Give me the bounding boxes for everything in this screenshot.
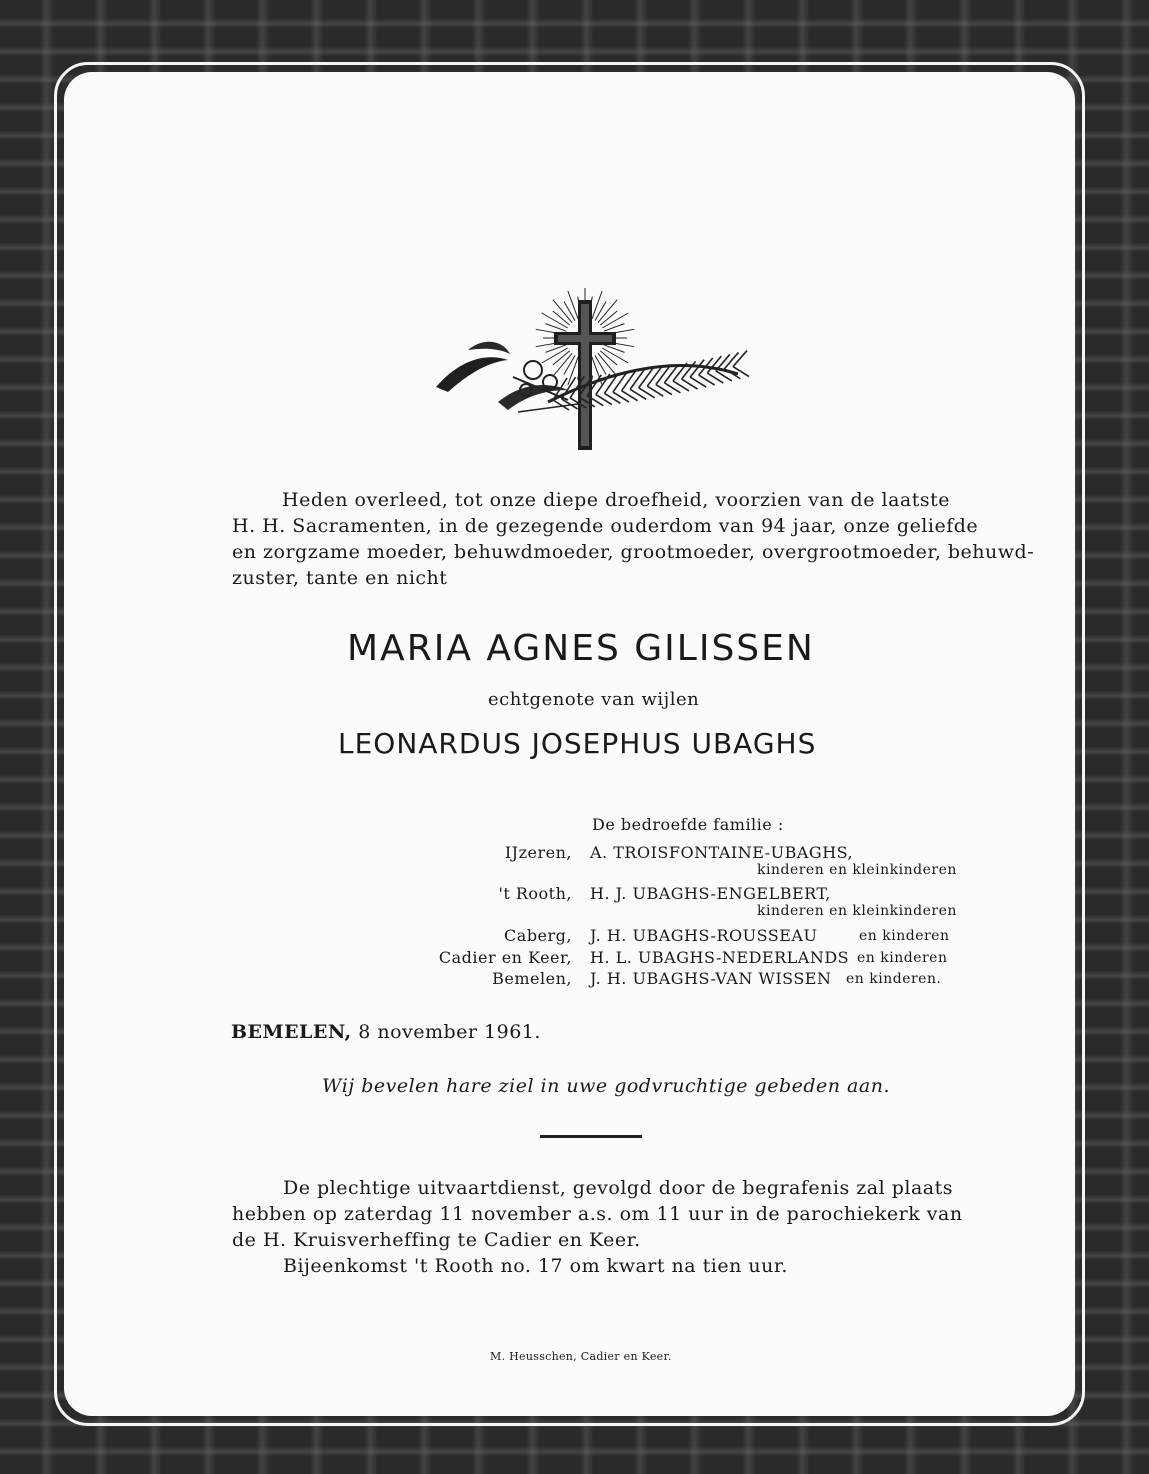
service-line-2: hebben op zaterdag 11 november a.s. om 11 uur in de parochiekerk van <box>232 1203 963 1225</box>
intro-line-3: en zorgzame moeder, behuwdmoeder, grootmoeder, overgrootmoeder, behuwd- <box>232 541 1035 563</box>
spouse-relation: echtgenote van wijlen <box>488 689 700 710</box>
family-suffix: en kinderen. <box>846 971 942 987</box>
place-name: BEMELEN, <box>231 1021 352 1043</box>
deceased-name: MARIA AGNES GILISSEN <box>347 628 815 669</box>
death-date: 8 november 1961. <box>358 1021 541 1043</box>
place-date <box>231 1021 541 1043</box>
family-place: Bemelen, <box>492 969 572 988</box>
cross-with-palm-and-lilies-icon <box>428 282 752 454</box>
family-place: IJzeren, <box>504 843 572 862</box>
family-heading: De bedroefde familie : <box>592 815 784 834</box>
family-name: J. H. UBAGHS-VAN WISSEN <box>590 969 832 988</box>
printer-credit: M. Heusschen, Cadier en Keer. <box>490 1350 672 1363</box>
spouse-name: LEONARDUS JOSEPHUS UBAGHS <box>338 727 817 760</box>
family-name: H. L. UBAGHS-NEDERLANDS <box>590 948 850 967</box>
prayer-line: Wij bevelen hare ziel in uwe godvruchtige gebeden aan. <box>322 1075 890 1097</box>
family-place: Caberg, <box>504 926 572 945</box>
family-suffix: en kinderen <box>859 928 950 944</box>
family-name: H. J. UBAGHS-ENGELBERT, <box>590 884 831 903</box>
family-place: Cadier en Keer, <box>438 948 572 967</box>
family-name: J. H. UBAGHS-ROUSSEAU <box>590 926 818 945</box>
family-name: A. TROISFONTAINE-UBAGHS, <box>590 843 854 862</box>
intro-line-4: zuster, tante en nicht <box>232 567 448 589</box>
intro-line-1: Heden overleed, tot onze diepe droefheid, voorzien van de laatste <box>282 489 950 511</box>
family-place: 't Rooth, <box>498 884 572 903</box>
family-suffix: en kinderen <box>857 950 948 966</box>
divider-line <box>540 1135 642 1138</box>
family-subline: kinderen en kleinkinderen <box>757 862 957 878</box>
service-line-4: Bijeenkomst 't Rooth no. 17 om kwart na tien uur. <box>283 1255 788 1277</box>
intro-line-2: H. H. Sacramenten, in de gezegende ouderdom van 94 jaar, onze geliefde <box>232 515 979 537</box>
service-line-1: De plechtige uitvaartdienst, gevolgd door de begrafenis zal plaats <box>283 1177 954 1199</box>
family-subline: kinderen en kleinkinderen <box>757 903 957 919</box>
service-line-3: de H. Kruisverheffing te Cadier en Keer. <box>232 1229 641 1251</box>
